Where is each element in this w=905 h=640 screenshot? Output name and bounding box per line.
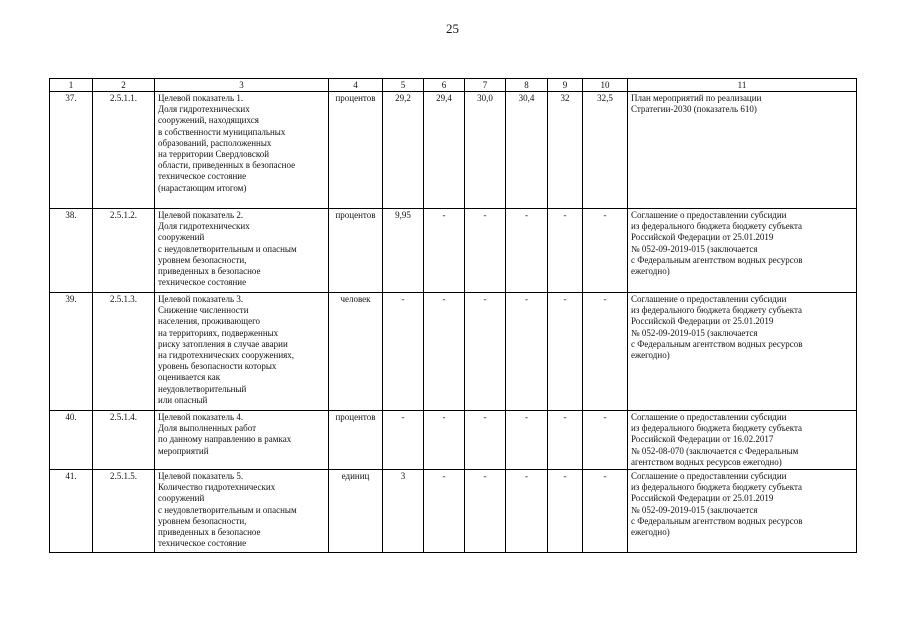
value-col7: 30,0: [465, 92, 506, 209]
value-col10: -: [583, 209, 628, 293]
table-row: [50, 470, 857, 553]
table-row: [50, 92, 857, 209]
value-col6: -: [424, 293, 465, 411]
source-document: Соглашение о предоставлении субсидии из федерального бюджета бюджету субъекта Российской Федерации от 25.01.2019 № 052-09-2019-015 (заключается с Федеральным агентством водных ресурсов ежегодно): [628, 293, 857, 411]
value-col9: -: [548, 209, 583, 293]
source-document: Соглашение о предоставлении субсидии из федерального бюджета бюджету субъекта Российской Федерации от 16.02.2017 № 052-08-070 (заключается с Федеральным агентством водных ресурсов ежегодно): [628, 411, 857, 470]
row-number: 37.: [50, 92, 93, 209]
table-row: [50, 411, 857, 470]
row-number: 40.: [50, 411, 93, 470]
unit: процентов: [329, 411, 383, 470]
unit: единиц: [329, 470, 383, 553]
value-col9: -: [548, 470, 583, 553]
value-col6: -: [424, 209, 465, 293]
indicators-table: [49, 78, 857, 553]
row-code: 2.5.1.4.: [93, 411, 155, 470]
table-row: [50, 293, 857, 411]
row-code: 2.5.1.2.: [93, 209, 155, 293]
value-col10: -: [583, 293, 628, 411]
indicator-name: Целевой показатель 1. Доля гидротехнических сооружений, находящихся в собственности муниципальных образований, расположенных на территории Свердловской области, приведенных в безопасное техническое состояние (нарастающим итогом): [155, 92, 329, 209]
value-col6: 29,4: [424, 92, 465, 209]
value-col10: 32,5: [583, 92, 628, 209]
column-header: 8: [506, 79, 548, 92]
indicator-name: Целевой показатель 3. Снижение численности населения, проживающего на территориях, подверженных риску затопления в случае аварии на гидротехнических сооружениях, уровень безопасности которых оценивается как неудовлетворительный или опасный: [155, 293, 329, 411]
value-col6: -: [424, 411, 465, 470]
value-col8: -: [506, 209, 548, 293]
source-document: План мероприятий по реализации Стратегии-2030 (показатель 610): [628, 92, 857, 209]
row-code: 2.5.1.5.: [93, 470, 155, 553]
value-col7: -: [465, 470, 506, 553]
value-col9: -: [548, 411, 583, 470]
row-number: 41.: [50, 470, 93, 553]
value-col10: -: [583, 470, 628, 553]
row-number: 38.: [50, 209, 93, 293]
row-code: 2.5.1.3.: [93, 293, 155, 411]
value-col5: -: [383, 293, 424, 411]
column-header: 1: [50, 79, 93, 92]
value-col5: 9,95: [383, 209, 424, 293]
value-col5: 29,2: [383, 92, 424, 209]
indicator-name: Целевой показатель 2. Доля гидротехнических сооружений с неудовлетворительным и опасным уровнем безопасности, приведенных в безопасное техническое состояние: [155, 209, 329, 293]
indicator-name: Целевой показатель 5. Количество гидротехнических сооружений с неудовлетворительным и опасным уровнем безопасности, приведенных в безопасное техническое состояние: [155, 470, 329, 553]
column-header: 6: [424, 79, 465, 92]
value-col8: -: [506, 470, 548, 553]
column-header: 4: [329, 79, 383, 92]
indicator-name: Целевой показатель 4. Доля выполненных работ по данному направлению в рамках мероприятий: [155, 411, 329, 470]
table-header-row: [50, 79, 857, 92]
value-col7: -: [465, 209, 506, 293]
value-col9: 32: [548, 92, 583, 209]
value-col6: -: [424, 470, 465, 553]
value-col9: -: [548, 293, 583, 411]
value-col5: -: [383, 411, 424, 470]
column-header: 9: [548, 79, 583, 92]
unit: человек: [329, 293, 383, 411]
source-document: Соглашение о предоставлении субсидии из федерального бюджета бюджету субъекта Российской Федерации от 25.01.2019 № 052-09-2019-015 (заключается с Федеральным агентством водных ресурсов ежегодно): [628, 209, 857, 293]
table-row: [50, 209, 857, 293]
value-col7: -: [465, 411, 506, 470]
page-number: 25: [446, 21, 459, 36]
column-header: 2: [93, 79, 155, 92]
column-header: 11: [628, 79, 857, 92]
value-col8: 30,4: [506, 92, 548, 209]
column-header: 5: [383, 79, 424, 92]
value-col10: -: [583, 411, 628, 470]
value-col8: -: [506, 411, 548, 470]
column-header: 7: [465, 79, 506, 92]
column-header: 10: [583, 79, 628, 92]
unit: процентов: [329, 92, 383, 209]
row-number: 39.: [50, 293, 93, 411]
source-document: Соглашение о предоставлении субсидии из федерального бюджета бюджету субъекта Российской Федерации от 25.01.2019 № 052-09-2019-015 (заключается с Федеральным агентством водных ресурсов ежегодно): [628, 470, 857, 553]
value-col8: -: [506, 293, 548, 411]
row-code: 2.5.1.1.: [93, 92, 155, 209]
value-col7: -: [465, 293, 506, 411]
unit: процентов: [329, 209, 383, 293]
value-col5: 3: [383, 470, 424, 553]
column-header: 3: [155, 79, 329, 92]
